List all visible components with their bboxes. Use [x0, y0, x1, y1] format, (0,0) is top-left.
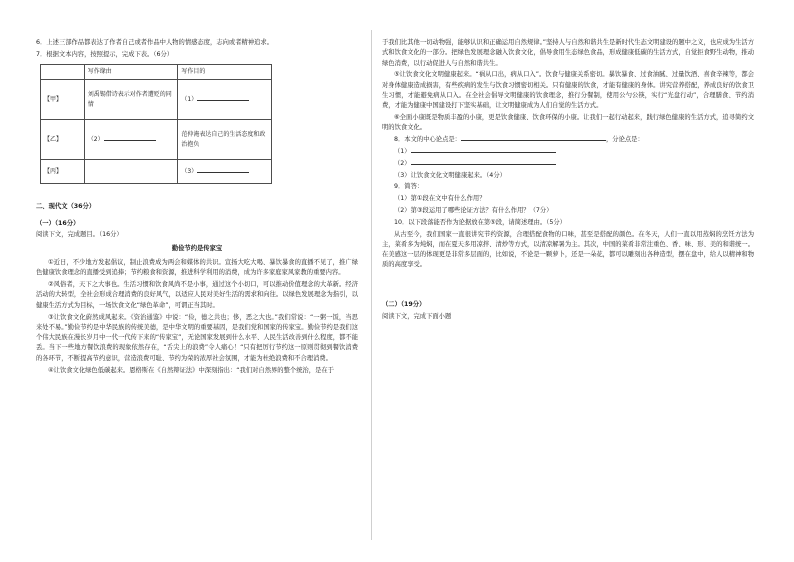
- answer-blank[interactable]: [197, 100, 249, 101]
- question-9-2: （2）第③段运用了哪些论证方法？有什么作用？（7分）: [394, 206, 553, 214]
- question-10: 10．以下段落能否作为论据放在第⑤段，请简述理由。（5分）: [394, 218, 566, 226]
- row-purpose[interactable]: [178, 160, 272, 184]
- row-tag: 【甲】: [41, 80, 85, 120]
- question-9: 9．简答：: [394, 183, 424, 191]
- table-header-cell: 写作缘由: [84, 65, 178, 80]
- question-8-1: [382, 147, 754, 157]
- column-divider: [371, 30, 372, 540]
- blank-label: （1）: [181, 95, 198, 103]
- question-7: 7．根据文本内容，按照提示，完成下表。（6分）: [36, 50, 174, 58]
- row-tag: 【乙】: [41, 120, 85, 160]
- question-8-text: 8．本文的中心论点是：: [394, 136, 461, 144]
- spacer: [36, 190, 358, 196]
- answer-blank[interactable]: [461, 140, 606, 141]
- blank-label: （3）: [181, 167, 198, 175]
- paragraph-6: ⑥全面小康既是物质丰盈的小康，更是饮食健康、饮食环保的小康。让我们一起行动起来，践行绿色健康的生活方式，追寻简约文明的饮食文化。: [382, 114, 754, 132]
- row-reason: 刘禹锡借诗表示对作者遭贬的同情: [84, 80, 178, 120]
- table-row: [41, 160, 272, 184]
- question-8-3: （3）让饮食文化文明健康起来。（4分）: [394, 171, 506, 179]
- paragraph-4-cont: 于我们比其他一切动物强，能够认识和正确运用自然规律。”坚持人与自然和谐共生是新时代生态文明建设的题中之义，也应成为生活方式和饮食文化的一部分。把绿色发展理念融入饮食文化，倡导食用生态绿色食品，形成健康低碳的生活方式，自觉拒食野生动物，推动绿色消费，以行动促进人与自然和谐共生。: [382, 39, 754, 67]
- paragraph-2: ②风俗者，天下之大事也。生活习惯和饮食风尚不是小事，通过这个小切口，可以推动价值理念的大革新。经济活动的大转型，全社会形成合理消费的良好风气，以适应人民对美好生活的需求和向往。以绿色发展理念为指引，以健康生活方式为目标，一场饮食文化“绿色革命”，可谓正当其时。: [36, 281, 358, 309]
- table-row: [41, 120, 272, 160]
- question-6: 6．上述三部作品都表达了作者自己或者作品中人物的情感态度，志向或者精神追求。: [36, 39, 273, 46]
- answer-blank[interactable]: [197, 172, 249, 173]
- item-label: （1）: [394, 147, 411, 155]
- table-header-cell: 写作目的: [178, 65, 272, 80]
- row-tag: 【丙】: [41, 160, 85, 184]
- row-purpose: 范仲淹表达自己的生活态度和政治抱负: [178, 120, 272, 160]
- answer-table: [40, 64, 272, 184]
- row-purpose[interactable]: [178, 80, 272, 120]
- paragraph-4: ④让饮食文化绿色低碳起来。恩格斯在《自然辩证法》中深刻指出：“我们对自然界的整个统治，是在于: [48, 366, 334, 374]
- read-instruction: 阅读下文，完成题目。（16分）: [36, 231, 123, 239]
- table-header-cell: [41, 65, 85, 80]
- question-8-2: [382, 159, 754, 169]
- paragraph-1: ①近日，不少地方发起倡议，制止浪费成为两会和媒体的共识。宣扬大吃大喝、暴饮暴食的直播不见了，推广绿色健康饮食理念的直播受到追捧；节约粮食和资源，推进科学利用的消费，成为许多家庭家风家教的重要内容。: [36, 259, 358, 277]
- question-9-1: （1）第①段在文中有什么作用？: [394, 195, 486, 203]
- question-10-passage: 从古至今，我们国家一直很讲究节约资源，合理搭配食物的口味，甚至是搭配的颜色。在冬天，人们一直以用蒸焖的烹饪方法为主，菜肴多为炖焖，而在夏天多用凉拌、清炒等方式，以清凉解暑为主。其次，中国的菜肴非常注重色、香、味、形、美的和谐统一。在美感这一层的体现更是非常多层面的，比如说，不论是一颗萝卜，还是一朵花，都可以雕刻出各种造型，摆在盘中，给人以精神和物质的高度享受。: [382, 230, 754, 269]
- question-8: [382, 135, 754, 145]
- section-heading: 二、现代文（36分）: [36, 203, 96, 211]
- spacer: [382, 272, 754, 294]
- answer-blank[interactable]: [104, 140, 156, 141]
- answer-blank[interactable]: [411, 164, 556, 165]
- right-column: [382, 38, 754, 324]
- answer-blank[interactable]: [411, 152, 556, 153]
- paragraph-5: ⑤让饮食文化文明健康起来。“祸从口出，病从口入”。饮食与健康关系密切。暴饮暴食、过食油腻、过量饮酒、喜食辛辣等，都会对身体健康造成损害，有些疾病的发生与饮食习惯密切相关。只有健康的饮食，才能有健康的身体。讲究营养搭配，养成良好的饮食卫生习惯，才能避免病从口入。在全社会倡导文明健康的饮食理念，推行分餐制，使用公勺公筷，实行“光盘行动”，合理膳食、节约消费，才能为健康中国建设打下坚实基础，让文明健康成为人们自觉的生活方式。: [382, 71, 754, 110]
- read-instruction: 阅读下文，完成下面小题: [382, 313, 452, 321]
- row-reason[interactable]: [84, 120, 178, 160]
- left-column: [36, 38, 358, 377]
- question-8-tail: ，分论点是：: [605, 136, 644, 144]
- subsection-heading: （一）（16分）: [36, 219, 80, 227]
- blank-label: （2）: [87, 135, 104, 143]
- paragraph-3: ③让饮食文化蔚然成风起来。《资治通鉴》中说：“俭，德之共也；侈，恶之大也。”我们常说：“一粥一饭，当思来处不易。”勤俭节约是中华民族的传统美德，是中华文明的重要基因，是我们党和国家的传家宝。勤俭节约是我们这个伟大民族在漫长岁月中一代一代传下来的“传家宝”，无论国家发展到什么水平、人民生活改善到什么程度，都不能丢。当下一些地方餐饮浪费的现象依然存在，“舌尖上的浪费”令人痛心！“只有把厉行节约这一原则贯彻到餐饮消费的各环节，不断提高节约意识，营造浪费可耻、节约为荣的浓厚社会氛围，才能为杜绝浪费和不合理消费。: [36, 313, 358, 362]
- table-row: [41, 80, 272, 120]
- article-title: 勤俭节约是传家宝: [171, 244, 223, 252]
- subsection-heading: （二）（19分）: [382, 301, 426, 309]
- item-label: （2）: [394, 159, 411, 167]
- table-header-row: [41, 65, 272, 80]
- row-reason: [84, 160, 178, 184]
